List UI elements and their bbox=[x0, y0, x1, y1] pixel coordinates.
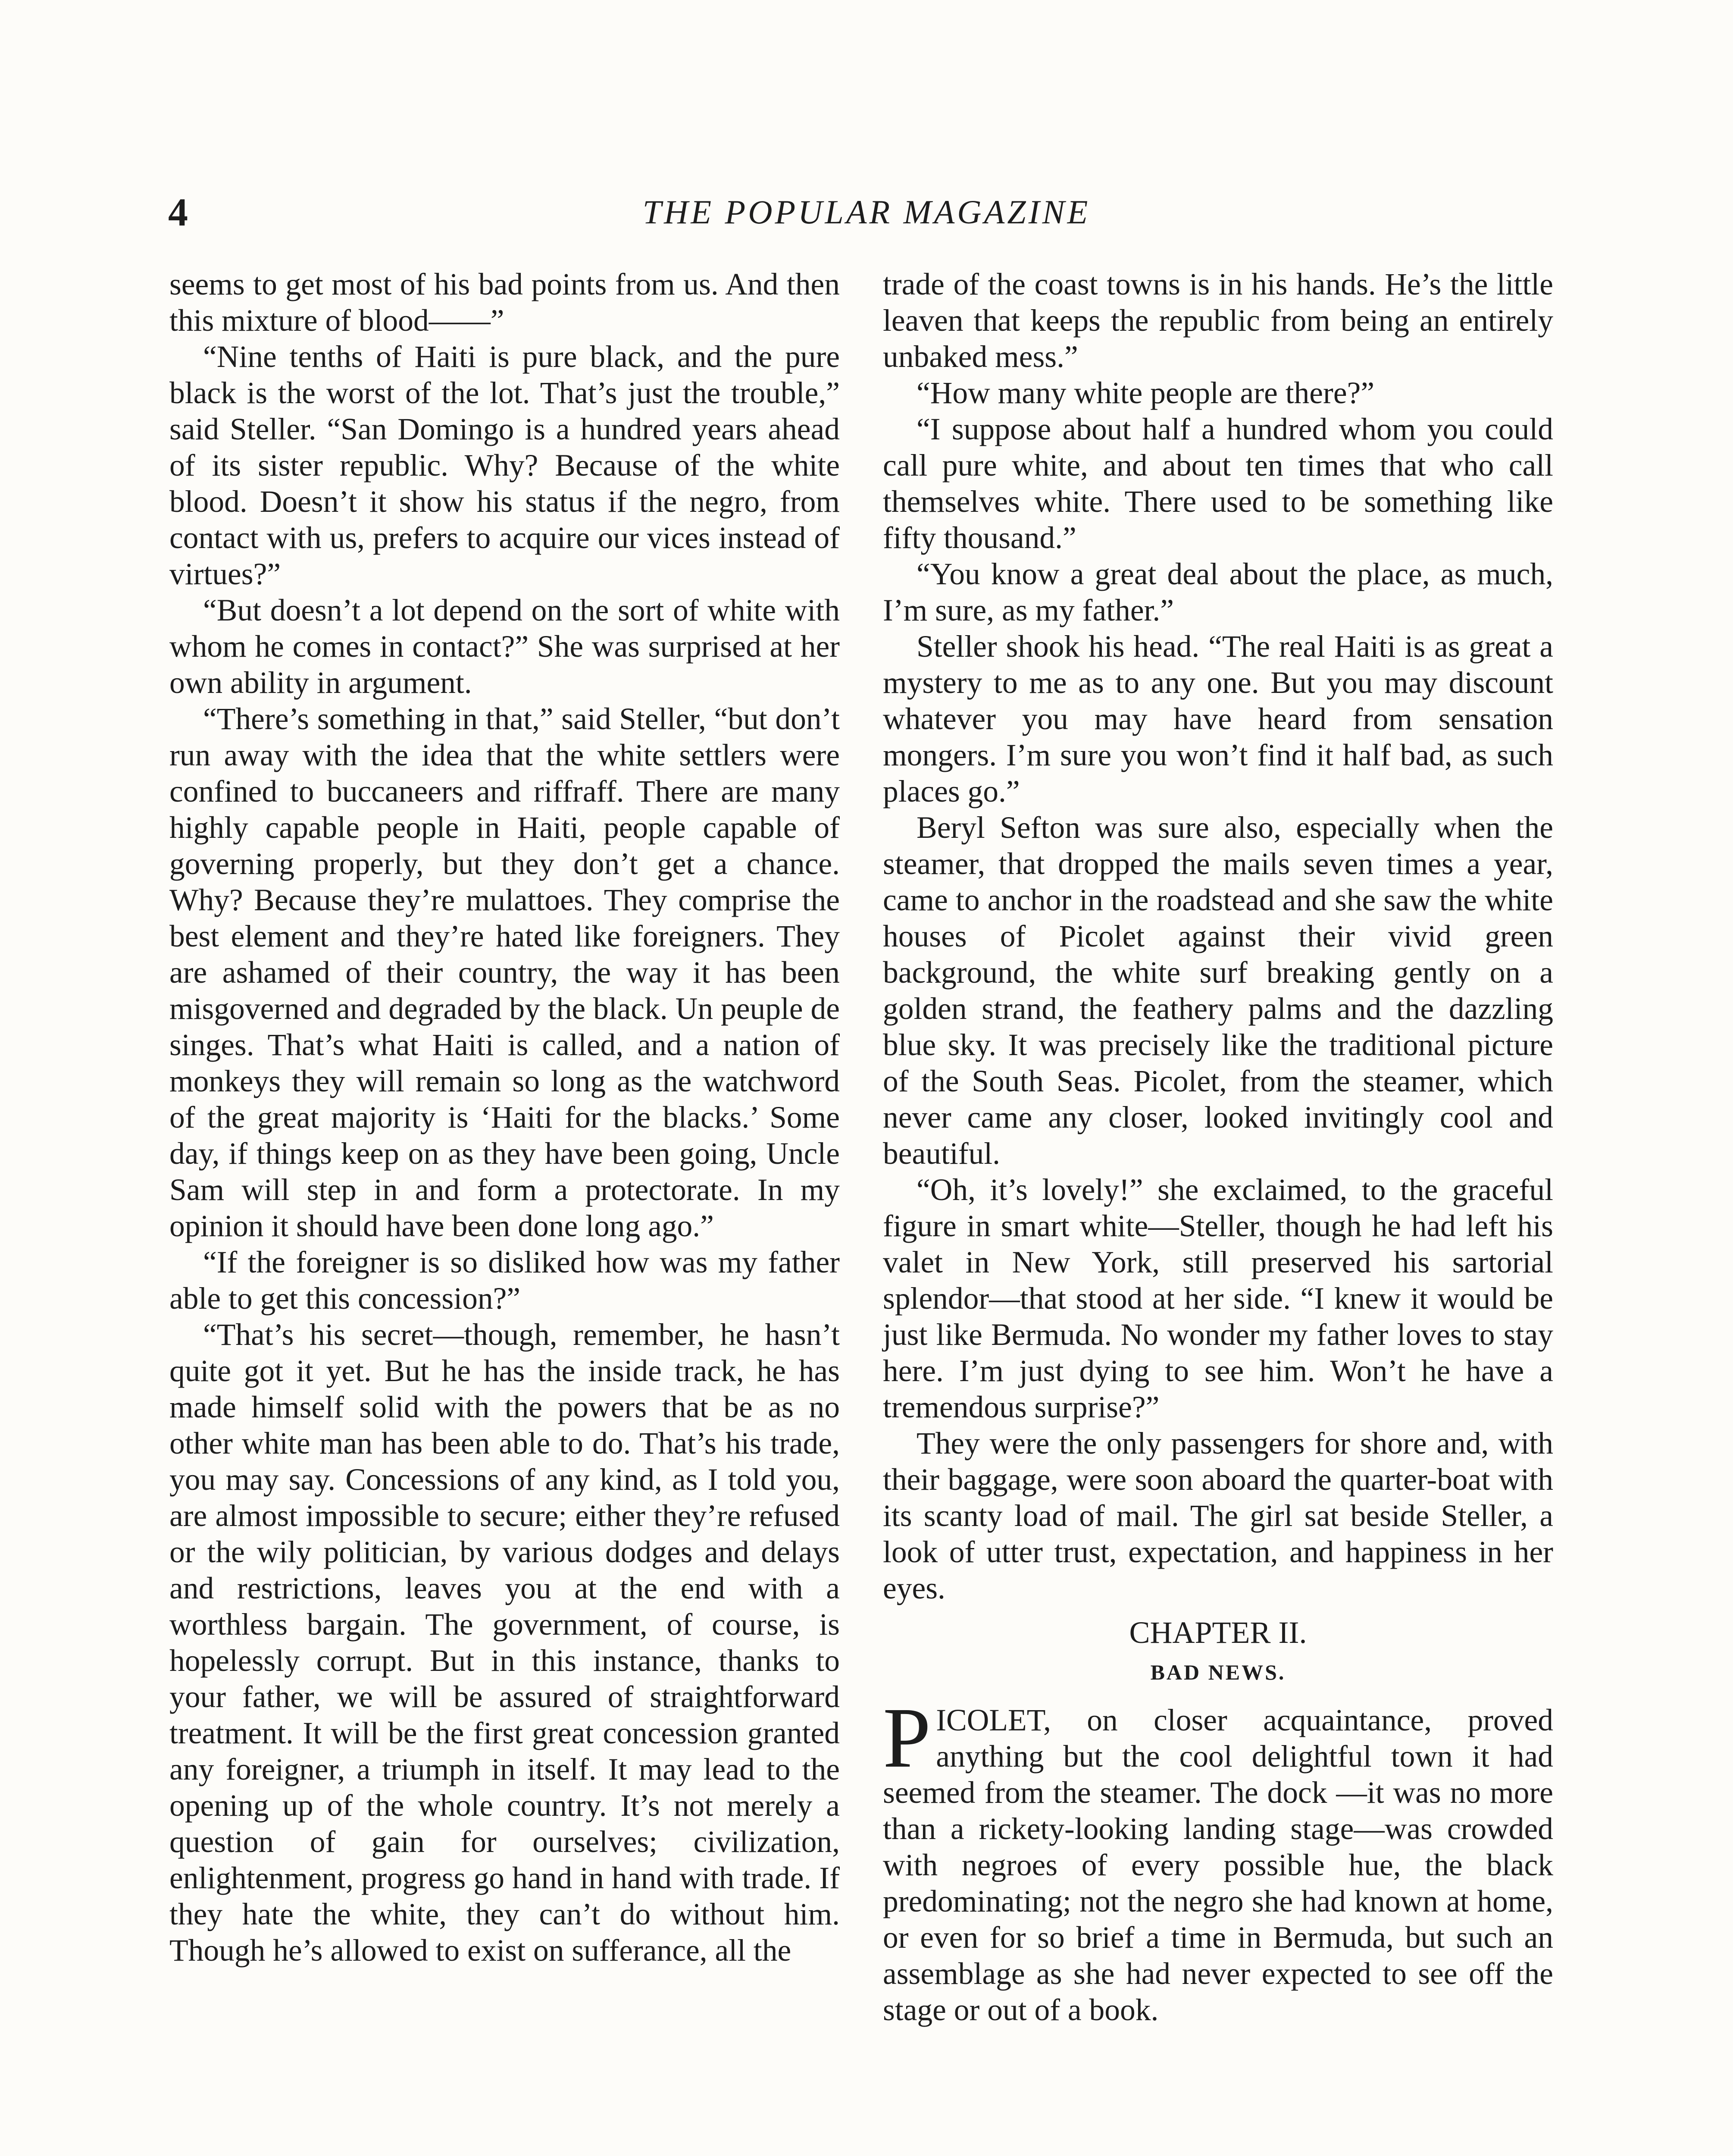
chapter-opening-paragraph bbox=[883, 1690, 1553, 2028]
paragraph: “If the foreigner is so disliked how was my father able to get this concession?” bbox=[169, 1245, 840, 1316]
paragraph: “I suppose about half a hundred whom you could call pure white, and about ten times that who call themselves white. There used to be something like fifty thousand.” bbox=[883, 412, 1553, 555]
right-column bbox=[883, 266, 1553, 2028]
paragraph: “Nine tenths of Haiti is pure black, and the pure black is the worst of the lot. That’s just the trouble,” said Steller. “San Domingo is a hundred years ahead of its sister republic. Why? Because of the white blood. Doesn’t it show his status if the negro, from contact with us, prefers to acquire our vices instead of virtues?” bbox=[169, 340, 840, 591]
paragraph: Steller shook his head. “The real Haiti is as great a mystery to me as to any one. But you may discount whatever you may have heard from sensation mongers. I’m sure you won’t find it half bad, as such places go.” bbox=[883, 630, 1553, 808]
paragraph: “There’s something in that,” said Steller, “but don’t run away with the idea that the white settlers were confined to buccaneers and riffraff. There are many highly capable people in Haiti, people capable of governing properly, but they don’t get a chance. Why? Because they’re mulattoes. They comprise the best element and they’re hated like foreigners. They are ashamed of their country, the way it has been misgoverned and degraded by the black. Un peuple de singes. That’s what Haiti is called, and a nation of monkeys they will remain so long as the watchword of the great majority is ‘Haiti for the blacks.’ Some day, if things keep on as they have been going, Uncle Sam will step in and form a protectorate. In my opinion it should have been done long ago.” bbox=[169, 702, 840, 1243]
chapter-subtitle: BAD NEWS. bbox=[1150, 1660, 1286, 1684]
left-column bbox=[169, 266, 840, 1969]
paragraph: seems to get most of his bad points from us. And then this mixture of blood——” bbox=[169, 267, 840, 338]
paragraph: trade of the coast towns is in his hands. He’s the little leaven that keeps the republic from being an entirely unbaked mess.” bbox=[883, 267, 1553, 374]
paragraph: “You know a great deal about the place, as much, I’m sure, as my father.” bbox=[883, 557, 1553, 627]
paragraph: “Oh, it’s lovely!” she exclaimed, to the graceful figure in smart white—Steller, though he had left his valet in New York, still preserved his sartorial splendor—that stood at her side. “I knew it would be just like Bermuda. No wonder my father loves to stay here. I’m just dying to see him. Won’t he have a tremendous surprise?” bbox=[883, 1173, 1553, 1424]
chapter-opening-text: ICOLET, on closer acquaintance, proved anything but the cool delightful town it had seemed from the steamer. The dock —it was no more than a rickety-looking landing stage—was crowded with negroes of every possible hue, the black predominating; not the negro she had known at home, or even for so brief a time in Bermuda, but such an assemblage as she had never expected to see off the stage or out of a book. bbox=[883, 1703, 1553, 2027]
paragraph: They were the only passengers for shore and, with their baggage, were soon aboard the quarter-boat with its scanty load of mail. The girl sat beside Steller, a look of utter trust, expectation, and happiness in her eyes. bbox=[883, 1426, 1553, 1605]
paragraph: “That’s his secret—though, remember, he hasn’t quite got it yet. But he has the inside track, he has made himself solid with the powers that be as no other white man has been able to do. That’s his trade, you may say. Concessions of any kind, as I told you, are almost impossible to secure; either they’re refused or the wily politician, by various dodges and delays and restrictions, leaves you at the end with a worthless bargain. The government, of course, is hopelessly corrupt. But in this instance, thanks to your father, we will be assured of straightforward treatment. It will be the first great concession granted any foreigner, a triumph in itself. It may lead to the opening up of the whole country. It’s not merely a question of gain for ourselves; civilization, enlightenment, progress go hand in hand with trade. If they hate the white, they can’t do without him. Though he’s allowed to exist on sufferance, all the bbox=[169, 1318, 840, 1968]
paragraph: Beryl Sefton was sure also, especially when the steamer, that dropped the mails seven times a year, came to anchor in the roadstead and she saw the white houses of Picolet against their vivid green background, the white surf breaking gently on a golden strand, the feathery palms and the dazzling blue sky. It was precisely like the traditional picture of the South Seas. Picolet, from the steamer, which never came any closer, looked invitingly cool and beautiful. bbox=[883, 811, 1553, 1171]
paragraph: “But doesn’t a lot depend on the sort of white with whom he comes in contact?” She was surprised at her own ability in argument. bbox=[169, 593, 840, 700]
chapter-heading: CHAPTER II. bbox=[1129, 1615, 1307, 1650]
running-title: THE POPULAR MAGAZINE bbox=[642, 193, 1091, 231]
page-number: 4 bbox=[168, 190, 188, 234]
drop-cap: P bbox=[883, 1690, 931, 1786]
page-header bbox=[168, 186, 1565, 238]
paragraph: “How many white people are there?” bbox=[917, 376, 1375, 410]
